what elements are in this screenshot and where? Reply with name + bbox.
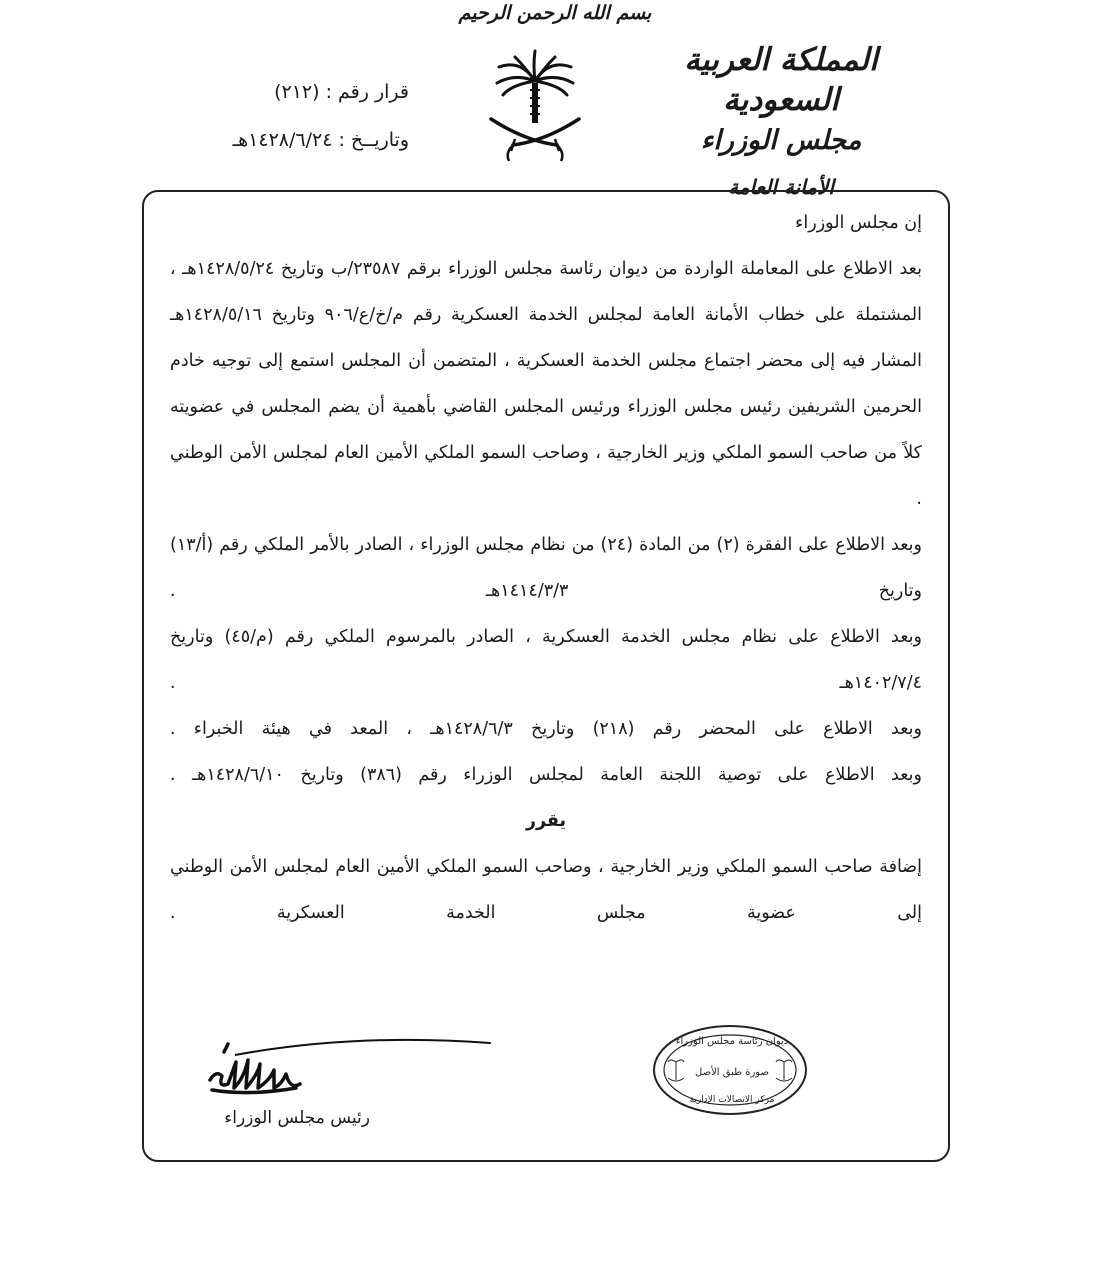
council-name: مجلس الوزراء xyxy=(700,125,862,156)
decision-body xyxy=(170,200,922,936)
signatory-title: رئيس مجلس الوزراء xyxy=(224,1108,370,1128)
paragraph-2: وبعد الاطلاع على الفقرة (٢) من المادة (٢٤) من نظام مجلس الوزراء ، الصادر بالأمر الملكي رقم (أ/١٣) وتاريخ ١٤١٤/٣/٣هـ . xyxy=(170,535,922,601)
stamp-bottom-text: مركز الاتصالات الإدارية xyxy=(689,1095,775,1105)
opening-line: إن مجلس الوزراء xyxy=(795,213,922,233)
resolution-text: إضافة صاحب السمو الملكي وزير الخارجية ، وصاحب السمو الملكي الأمين العام لمجلس الأمن الوطني إلى عضوية مجلس الخدمة العسكرية . xyxy=(170,857,922,923)
decision-info xyxy=(149,68,409,164)
paragraph-3: وبعد الاطلاع على نظام مجلس الخدمة العسكرية ، الصادر بالمرسوم الملكي رقم (م/٤٥) وتاريخ ١٤٠٢/٧/٤هـ . xyxy=(170,627,922,693)
official-stamp xyxy=(650,1022,810,1118)
resolves-heading: يقرر xyxy=(525,811,567,831)
stamp-top-text: ديوان رئاسة مجلس الوزراء xyxy=(675,1036,789,1047)
kingdom-name: المملكة العربية السعودية xyxy=(684,42,878,118)
paragraph-4: وبعد الاطلاع على المحضر رقم (٢١٨) وتاريخ ١٤٢٨/٦/٣هـ ، المعد في هيئة الخبراء . xyxy=(170,719,922,739)
paragraph-1: بعد الاطلاع على المعاملة الواردة من ديوان رئاسة مجلس الوزراء برقم ٢٣٥٨٧/ب وتاريخ ١٤٢٨/٥/٢٤هـ ، المشتملة على خطاب الأمانة العامة لمجلس الخدمة العسكرية رقم م/خ/ع/٩٠٦ وتاريخ ١٤٢٨/٥/١٦هـ المشار فيه إلى محضر اجتماع مجلس الخدمة العسكرية ، المتضمن أن المجلس استمع إلى توجيه خادم الحرمين الشريفين رئيس مجلس الوزراء ورئيس المجلس القاضي بأهمية أن يضم المجلس في عضويته كلاً من صاحب السمو الملكي وزير الخارجية ، وصاحب السمو الملكي الأمين العام لمجلس الأمن الوطني . xyxy=(170,259,922,509)
decision-number: قرار رقم : (٢١٢) xyxy=(274,81,409,103)
letterhead xyxy=(631,40,931,206)
palm-and-swords-emblem-icon xyxy=(485,45,585,165)
paragraph-5: وبعد الاطلاع على توصية اللجنة العامة لمجلس الوزراء رقم (٣٨٦) وتاريخ ١٤٢٨/٦/١٠هـ . xyxy=(170,765,922,785)
stamp-middle-text: صورة طبق الأصل xyxy=(695,1067,769,1078)
decision-date: وتاريــخ : ١٤٢٨/٦/٢٤هـ xyxy=(232,129,409,151)
secretariat-name: الأمانة العامة xyxy=(728,175,834,199)
signature-stroke xyxy=(235,1025,495,1065)
basmala: بسم الله الرحمن الرحيم xyxy=(458,2,652,24)
